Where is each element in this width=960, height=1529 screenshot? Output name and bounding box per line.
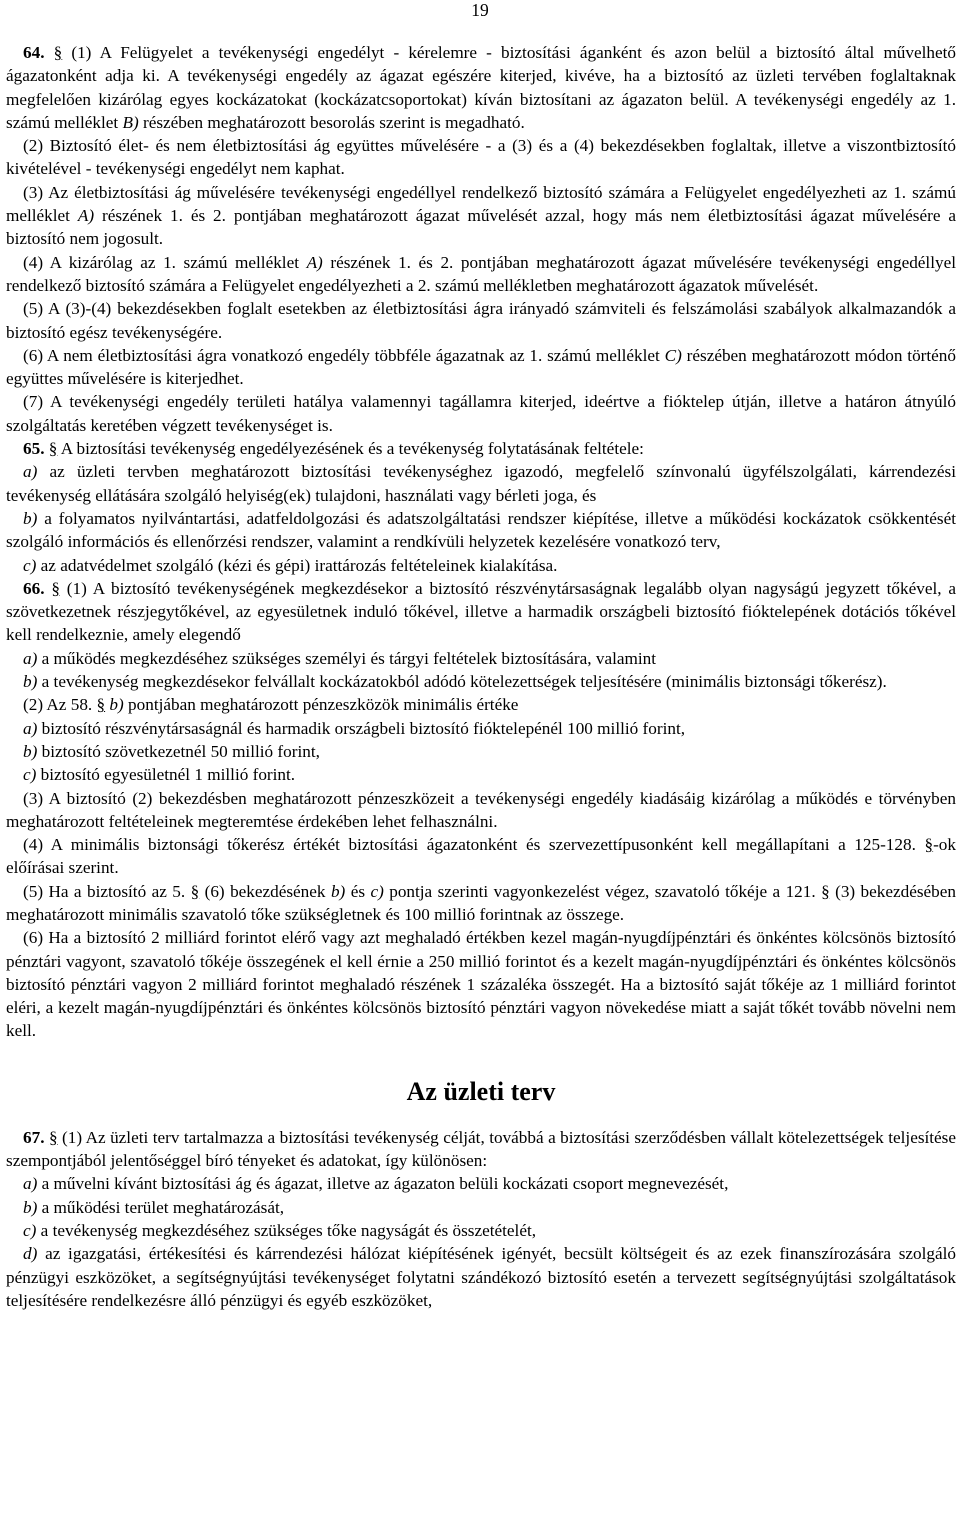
paragraph-text: és [345, 881, 371, 901]
paragraph [6, 577, 956, 647]
paragraph [6, 926, 956, 1042]
point-marker: B) [122, 112, 139, 132]
paragraph-text: (1) A biztosító tevékenységének megkezdésekor a biztosító részvénytársaságnak legalább olyan nagyságú jegyzett tőkével, a szövetkezetnek részjegytőkével, az egyesületnek induló tőkével, illetve a harmadik országbeli biztosító fióktelepének dotációs tőkével kell rendelkeznie, amely elegendő [6, 578, 956, 645]
paragraph-text: az adatvédelmet szolgáló (kézi és gépi) irattározás feltételeinek kialakítása. [36, 555, 558, 575]
point-marker: a) [23, 462, 38, 482]
point-marker: C) [664, 345, 682, 365]
point-marker: c) [370, 881, 384, 901]
paragraph-text: részében meghatározott besorolás szerint is megadható. [138, 112, 525, 132]
paragraph-text: pontjában meghatározott pénzeszközök minimális értéke [123, 695, 519, 715]
point-marker: b) [330, 881, 346, 901]
paragraph [6, 507, 956, 554]
paragraph-text: (3) bekezdésében meghatározott minimális szavatoló tőke szükségletnek és 100 millió forintnak az összege. [6, 881, 956, 924]
paragraph [6, 1196, 956, 1219]
paragraph [6, 344, 956, 391]
section-sign: § [48, 1127, 58, 1147]
paragraph-text: A biztosítási tevékenység engedélyezésének és a tevékenység folytatásának feltétele: [57, 439, 644, 459]
section-number: 66. [23, 578, 45, 598]
paragraph-text: (6) Ha a biztosító 2 milliárd forintot elérő vagy azt meghaladó értékben kezel magán-nyugdíjpénztári és önkéntes kölcsönös biztosító pénztári vagyont, szavatoló tőkéje összegének el kell érnie a 250 millió forintot és a kezelt magán-nyugdíjpénztári és önkéntes kölcsönös biztosító pénztári vagyon 2 milliárd forintot meghaladó részének 1 százaléka összegét. Ha a biztosító saját tőkéje az 1 milliárd forintot eléri, a kezelt magán-nyugdíjpénztári és önkéntes kölcsönös biztosító pénztári vagyon növekedése miatt a saját tőkét tovább növelni nem kell. [6, 928, 956, 1041]
paragraph [6, 1219, 956, 1242]
point-marker: a) [23, 1174, 38, 1194]
paragraph [6, 1126, 956, 1173]
paragraph [6, 717, 956, 740]
paragraph-text: az igazgatási, értékesítési és kárrendezési hálózat kiépítésének igényét, becsült költségeit és az ezek finanszírozására szolgáló pénzügyi eszközöket, a segítségnyújtási tevékenységet folytatni szándékozó biztosító esetén a tervezett segítségnyújtási szolgáltatások teljesítésére rendelkezésre álló pénzügyi és egyéb eszközöket, [6, 1244, 956, 1310]
paragraph-text: biztosító szövetkezetnél 50 millió forint, [37, 741, 320, 761]
section-sign: § [48, 439, 58, 459]
section-number: 67. [23, 1127, 45, 1147]
paragraph-text: biztosító részvénytársaságnál és harmadik országbeli biztosító fióktelepénél 100 millió forint, [37, 718, 686, 738]
paragraph [6, 134, 956, 181]
paragraph-text: a tevékenység megkezdéséhez szükséges tőke nagyságát és összetételét, [36, 1220, 537, 1240]
paragraph [6, 41, 956, 134]
paragraph [6, 880, 956, 927]
paragraph-text: (3) Az életbiztosítási ág művelésére tevékenységi engedéllyel rendelkező biztosító számára a Felügyelet engedélyezheti az 1. számú melléklet [6, 182, 956, 226]
document-body [6, 41, 956, 1312]
section-heading: Az üzleti terv [406, 1076, 556, 1106]
paragraph-text: (1) Az üzleti terv tartalmazza a biztosítási tevékenység célját, továbbá a biztosítási szerződésben vállalt kötelezettségek teljesítése szempontjából jelentőséggel bíró tényeket és adatokat, így különösen: [6, 1127, 957, 1171]
paragraph [6, 1172, 956, 1195]
point-marker: A) [306, 252, 323, 272]
paragraph [6, 554, 956, 577]
paragraph-text: a működés megkezdéséhez szükséges személyi és tárgyi feltételek biztosítására, valamint [37, 648, 657, 668]
point-marker: c) [23, 1220, 37, 1240]
paragraph [6, 437, 956, 460]
paragraph-text: (3) A biztosító (2) bekezdésben meghatározott pénzeszközeit a tevékenységi engedély kiadásáig kizárólag a működés e törvényben meghatározott feltételeinek megteremtése érdekében lehet felhasználni. [6, 788, 956, 831]
paragraph [6, 297, 956, 344]
paragraph-text: részének 1. és 2. pontjában meghatározott ágazat művelését azzal, hogy más nem életbiztosítási ágazat művelésére a biztosító nem jogosult. [6, 206, 956, 249]
paragraph-text: (2) Az 58. [23, 695, 97, 715]
point-marker: b) [23, 508, 38, 528]
section-sign: § [96, 695, 106, 715]
section-number: 64. [23, 43, 45, 62]
paragraph-text: (4) A kizárólag az 1. számú melléklet [23, 252, 307, 272]
paragraph [6, 460, 956, 507]
point-marker: A) [77, 206, 95, 226]
point-marker: b) [23, 672, 38, 692]
paragraph-text: biztosító egyesületnél 1 millió forint. [36, 765, 296, 785]
point-marker: b) [23, 1197, 38, 1217]
paragraph-text: (2) Biztosító élet- és nem életbiztosítási ág együttes művelésére - a (3) és a (4) bekezdésekben foglaltak, illetve a viszontbiztosító kivételével - tevékenységi engedélyt nem kaphat. [6, 136, 956, 179]
paragraph-text: pontja szerinti vagyonkezelést végez, szavatoló tőkéje a 121. [383, 881, 822, 901]
paragraph-text: a folyamatos nyilvántartási, adatfeldolgozási és adatszolgáltatási rendszer kiépítése, illetve a működési kockázatok csökkentését szolgáló információs és ellenőrzési rendszer, valamint a rendkívüli helyzetek kezelésére vonatkozó terv, [6, 508, 956, 552]
paragraph-text: a működési terület meghatározását, [37, 1197, 285, 1217]
paragraph [6, 833, 956, 880]
paragraph-text: részében meghatározott módon történő együttes művelésére is kiterjedhet. [6, 345, 956, 389]
paragraph-text: részének 1. és 2. pontjában meghatározott ágazat művelésére tevékenységi engedéllyel rendelkező biztosító számára a Felügyelet engedélyezheti a 2. számú mellékletben meghatározott ágazatok művelését. [6, 252, 956, 295]
point-marker: b) [109, 695, 124, 715]
paragraph-text: (6) A nem életbiztosítási ágra vonatkozó engedély többféle ágazatnak az 1. számú melléklet [23, 345, 665, 365]
paragraph-text: (1) A Felügyelet a tevékenységi engedélyt - kérelemre - biztosítási áganként és azon belül a biztosító által művelhető ágazatonként adja ki. A tevékenységi engedély az ágazat egészére kiterjed, kivéve, ha a biztosító az üzleti tervében foglaltaknak megfelelően kizárólag egyes kockázatokat (kockázatcsoportokat) kíván biztosítani az ágazaton belül. A tevékenységi engedély az 1. számú melléklet [6, 43, 956, 132]
section-sign: § [821, 881, 830, 901]
section-number: 65. [23, 439, 45, 459]
paragraph [6, 647, 956, 670]
point-marker: c) [23, 555, 37, 575]
section-sign: § [51, 578, 60, 598]
section-sign: § [53, 43, 63, 62]
section-sign: § [190, 881, 200, 901]
paragraph-text [44, 43, 53, 62]
paragraph [6, 763, 956, 786]
paragraph-text: a művelni kívánt biztosítási ág és ágazat, illetve az ágazaton belüli kockázati csoport megnevezését, [37, 1174, 729, 1194]
paragraph-text: (7) A tevékenységi engedély területi hatálya valamennyi tagállamra kiterjed, ideértve a fióktelep útján, illetve a határon átnyúló szolgáltatás keretében végzett tevékenységet is. [6, 392, 956, 435]
paragraph [6, 787, 956, 834]
paragraph-text: -ok előírásai szerint. [6, 835, 956, 878]
section-sign: § [924, 835, 934, 855]
paragraph-text: (5) Ha a biztosító az 5. [23, 881, 191, 901]
point-marker: b) [23, 741, 38, 761]
paragraph [6, 181, 956, 251]
paragraph [6, 1242, 956, 1312]
point-marker: c) [23, 765, 37, 785]
page-number: 19 [471, 0, 489, 20]
paragraph [6, 740, 956, 763]
paragraph-text: (6) bekezdésének [199, 881, 331, 901]
paragraph-text: (5) A (3)-(4) bekezdésekben foglalt esetekben az életbiztosítási ágra irányadó számviteli és felszámolási szabályok alkalmazandók a biztosító egész tevékenységére. [6, 299, 956, 342]
paragraph [6, 251, 956, 298]
paragraph [6, 390, 956, 437]
paragraph-text: a tevékenység megkezdésekor felvállalt kockázatokból adódó kötelezettségek teljesítésére (minimális biztonsági tőkerész). [37, 672, 887, 692]
point-marker: a) [23, 648, 38, 668]
point-marker: a) [23, 718, 38, 738]
paragraph [6, 670, 956, 693]
paragraph-text: az üzleti tervben meghatározott biztosítási tevékenységhez igazodó, megfelelő színvonalú ügyfélszolgálati, kárrendezési tevékenység ellátására szolgáló helyiség(ek) tulajdoni, használati vagy bérleti joga, és [6, 462, 956, 505]
paragraph [6, 693, 956, 716]
paragraph-text: (4) A minimális biztonsági tőkerész értékét biztosítási ágazatonként és szervezettípusonként kell megállapítani a 125-128. [23, 835, 925, 855]
point-marker: d) [23, 1244, 38, 1264]
